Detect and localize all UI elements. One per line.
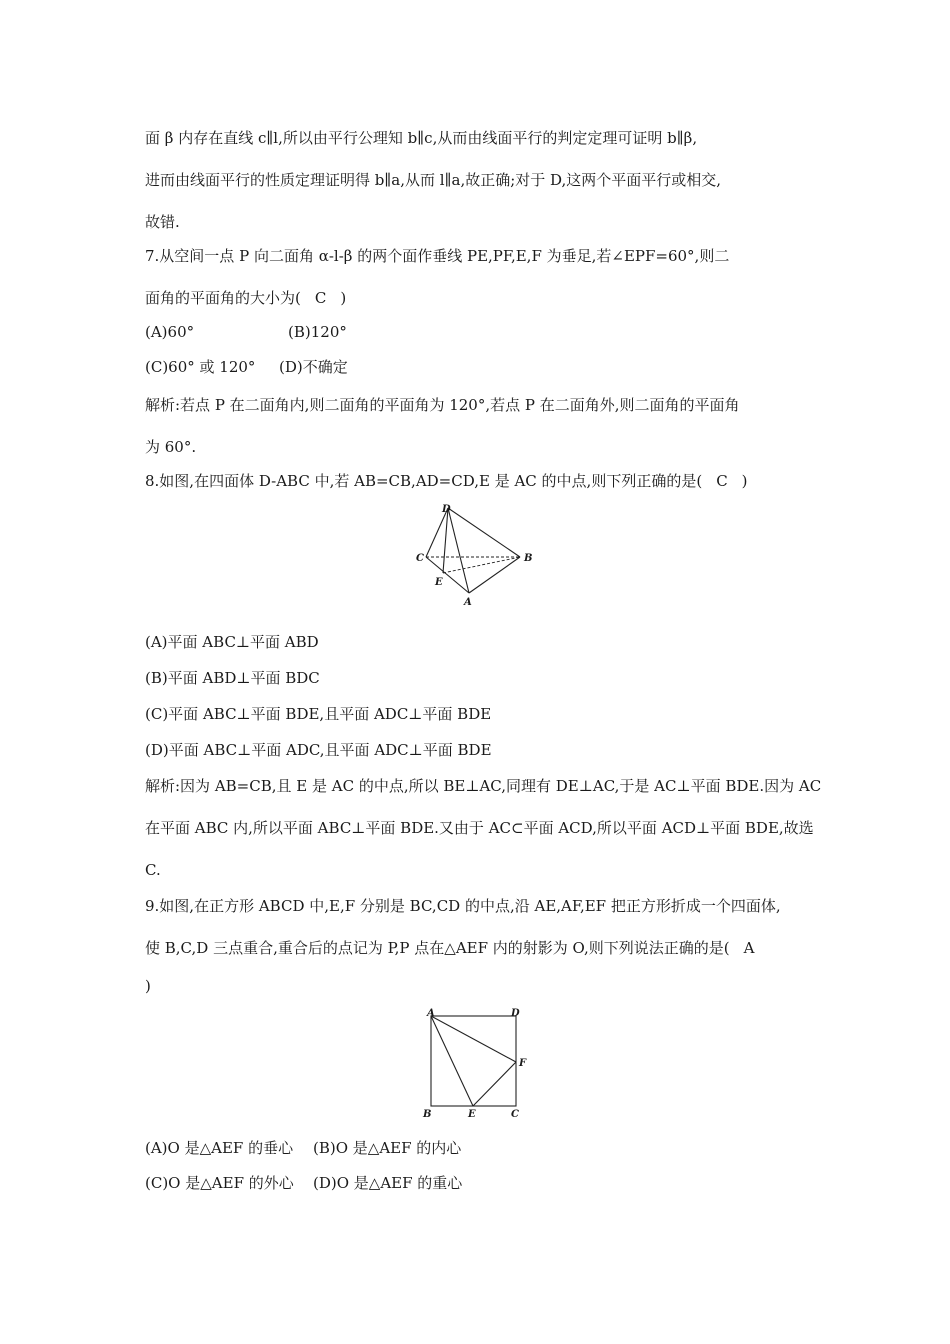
q7-stem-text: 面角的平面角的大小为(	[145, 289, 301, 307]
q8-paren-close: )	[741, 472, 748, 490]
q8-option-a: (A)平面 ABC⊥平面 ABD	[145, 633, 319, 651]
q7-stem: 7.从空间一点 P 向二面角 α-l-β 的两个面作垂线 PE,PF,E,F 为垂足,若∠EPF=60°,则二	[145, 247, 730, 265]
q7-option-c: (C)60° 或 120°	[145, 358, 256, 376]
q9-stem: 9.如图,在正方形 ABCD 中,E,F 分别是 BC,CD 的中点,沿 AE,AF,EF 把正方形折成一个四面体,	[145, 897, 781, 915]
label-e: E	[435, 577, 443, 588]
q8-solution-end: C.	[145, 861, 161, 879]
q8-stem-text: 8.如图,在四面体 D-ABC 中,若 AB=CB,AD=CD,E 是 AC 的中点,则下列正确的是(	[145, 472, 703, 490]
q7-option-b: (B)120°	[288, 323, 347, 341]
q7-options-row1	[145, 322, 347, 342]
label-f: F	[519, 1058, 527, 1069]
q7-options-row2	[145, 357, 348, 377]
label-a: A	[427, 1008, 435, 1019]
q8-option-b: (B)平面 ABD⊥平面 BDC	[145, 669, 320, 687]
label-c: C	[511, 1109, 519, 1120]
q9-paren-close: )	[145, 977, 151, 995]
q7-stem-continued	[145, 288, 346, 308]
label-d: D	[442, 504, 451, 515]
q8-solution-cont: 在平面 ABC 内,所以平面 ABC⊥平面 BDE.又由于 AC⊂平面 ACD,所以平面 ACD⊥平面 BDE,故选	[145, 819, 814, 837]
tetrahedron-figure	[410, 500, 540, 610]
q8-stem	[145, 471, 748, 491]
label-b: B	[423, 1109, 432, 1120]
label-b: B	[524, 553, 533, 564]
q9-option-d: (D)O 是△AEF 的重心	[313, 1174, 463, 1192]
q9-option-b: (B)O 是△AEF 的内心	[313, 1139, 462, 1157]
label-a: A	[464, 597, 472, 608]
q9-answer: A	[743, 939, 755, 957]
q7-solution: 解析:若点 P 在二面角内,则二面角的平面角为 120°,若点 P 在二面角外,则二面角的平面角	[145, 396, 740, 414]
q7-answer: C	[314, 289, 327, 307]
q9-stem-continued	[145, 938, 768, 958]
q9-option-a: (A)O 是△AEF 的垂心	[145, 1139, 294, 1157]
q9-options-row2	[145, 1173, 463, 1193]
label-c: C	[416, 553, 424, 564]
q7-solution-cont: 为 60°.	[145, 438, 197, 456]
q9-options-row1	[145, 1138, 462, 1158]
q9-stem-text: 使 B,C,D 三点重合,重合后的点记为 P,P 点在△AEF 内的射影为 O,则下列说法正确的是(	[145, 939, 730, 957]
q9-option-c: (C)O 是△AEF 的外心	[145, 1174, 294, 1192]
q8-solution: 解析:因为 AB=CB,且 E 是 AC 的中点,所以 BE⊥AC,同理有 DE⊥AC,于是 AC⊥平面 BDE.因为 AC	[145, 777, 822, 795]
q7-option-d: (D)不确定	[279, 358, 348, 376]
text-line: 进而由线面平行的性质定理证明得 b∥a,从而 l∥a,故正确;对于 D,这两个平面平行或相交,	[145, 171, 722, 189]
q8-option-c: (C)平面 ABC⊥平面 BDE,且平面 ADC⊥平面 BDE	[145, 705, 492, 723]
text-line: 面 β 内存在直线 c∥l,所以由平行公理知 b∥c,从而由线面平行的判定定理可证明 b∥β,	[145, 129, 698, 147]
q8-answer: C	[716, 472, 728, 490]
q7-paren-close: )	[340, 289, 347, 307]
text-line: 故错.	[145, 213, 180, 231]
label-e: E	[468, 1109, 476, 1120]
q7-option-a: (A)60°	[145, 323, 195, 341]
label-d: D	[511, 1008, 520, 1019]
q8-option-d: (D)平面 ABC⊥平面 ADC,且平面 ADC⊥平面 BDE	[145, 741, 492, 759]
square-figure	[418, 1004, 533, 1122]
